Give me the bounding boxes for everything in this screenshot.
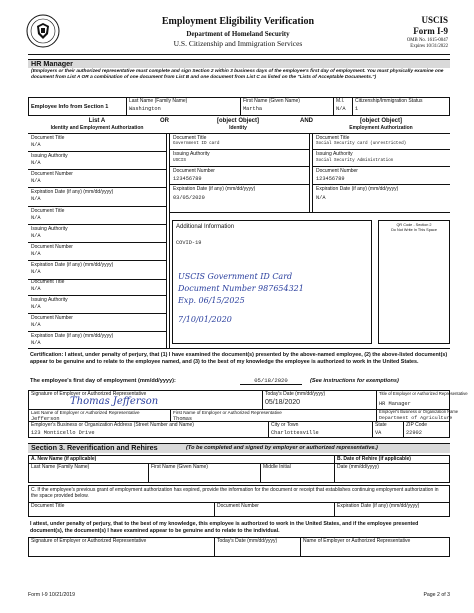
see-instructions-note: (See instructions for exemptions): [310, 378, 399, 384]
list-a-3-expiration-label: Expiration Date (if any) (mm/dd/yyyy): [31, 333, 114, 339]
list-a-3-issuing-label: Issuing Authority: [31, 297, 68, 303]
employee-info-label: Employee Info from Section 1: [31, 104, 109, 110]
list-a-3-issuing[interactable]: N/A: [31, 304, 41, 310]
list-b-doc-title-label: Document Title: [173, 135, 207, 141]
list-c-subheading: Employment Authorization: [349, 125, 413, 131]
last-name-label: Last Name (Family Name): [129, 98, 188, 104]
list-b-issuing[interactable]: USCIS: [173, 158, 186, 163]
address-value[interactable]: 123 Monticello Drive: [31, 430, 95, 436]
list-c-heading: [object Object]: [359, 118, 402, 124]
business-name-label: Employer's Business or Organization Name: [379, 409, 459, 414]
list-a-1-issuing-label: Issuing Authority: [31, 153, 68, 159]
city-label: City or Town: [271, 422, 299, 428]
city-value[interactable]: Charlottesville: [271, 430, 319, 436]
department-name: Department of Homeland Security: [186, 30, 290, 38]
qr-code-note: Do Not Write In This Space: [391, 228, 437, 232]
todays-date-label: Today's Date (mm/dd/yyyy): [265, 391, 326, 397]
s3-rep-name-label: Name of Employer or Authorized Representative: [303, 538, 411, 544]
omb-number: OMB No. 1615-0047: [406, 38, 448, 43]
list-a-1-doc-number-label: Document Number: [31, 171, 73, 177]
status-value[interactable]: 1: [355, 106, 359, 112]
additional-info-box[interactable]: [172, 220, 372, 344]
employer-title-label: Title of Employer or Authorized Representative: [379, 391, 468, 396]
s3-date-label: Today's Date (mm/dd/yyyy): [217, 538, 278, 544]
list-a-2-doc-title-label: Document Title: [31, 208, 65, 214]
qr-code-label: QR Code - Section 2: [396, 223, 432, 227]
list-c-expiration-label: Expiration Date (if any) (mm/dd/yyyy): [316, 186, 399, 192]
list-b-doc-number-label: Document Number: [173, 168, 215, 174]
last-name-value[interactable]: Washington: [129, 106, 161, 112]
dhs-seal: [26, 14, 60, 48]
rehire-date-field-label: Date (mm/dd/yyyy): [337, 464, 379, 470]
expiration-notice: Expires 10/31/2022: [410, 44, 448, 49]
todays-date-value[interactable]: 05/18/2020: [265, 399, 301, 406]
list-b-heading: [object Object]: [216, 118, 259, 124]
employer-signature-label: Signature of Employer or Authorized Representative: [31, 391, 147, 397]
s3-first-name-label: First Name (Given Name): [151, 464, 208, 470]
list-a-1-issuing[interactable]: N/A: [31, 160, 41, 166]
first-day-label: The employee's first day of employment (mm/dd/yyyy):: [30, 378, 176, 384]
list-a-2-doc-number-label: Document Number: [31, 244, 73, 250]
business-name-value[interactable]: Department of Agriculture: [379, 416, 453, 421]
status-label: Citizenship/Immigration Status: [355, 98, 423, 104]
section3-subtitle: (To be completed and signed by employer or authorized representative.): [186, 445, 378, 451]
s3-expiration-label: Expiration Date (if any) (mm/dd/yyyy): [337, 503, 420, 509]
agency-code: USCIS: [421, 15, 448, 25]
list-a-heading: List A: [88, 118, 106, 124]
mi-label: M.I.: [336, 98, 345, 104]
employer-title-value[interactable]: HR Manager: [379, 401, 411, 407]
list-b-doc-number[interactable]: 123456789: [173, 176, 202, 182]
list-a-2-doc-number[interactable]: N/A: [31, 251, 41, 257]
zip-label: ZIP Code: [406, 422, 428, 428]
section3-attestation: I attest, under penalty of perjury, that to the best of my knowledge, this employee is authorized to work in the United States, and if the employee presented document(s), the document(s) I have examined appear to be genuine and to relate to the individual.: [30, 521, 419, 534]
list-a-1-expiration[interactable]: N/A: [31, 196, 41, 202]
list-a-2-expiration[interactable]: N/A: [31, 269, 41, 275]
section2-title: HR Manager: [31, 59, 73, 68]
list-c-doc-number-label: Document Number: [316, 168, 358, 174]
additional-info-label: Additional Information: [176, 224, 235, 230]
handwritten-line-4: 7/10/01/2020: [178, 315, 232, 324]
list-a-3-doc-number-label: Document Number: [31, 315, 73, 321]
list-a-2-doc-title[interactable]: N/A: [31, 215, 41, 221]
handwritten-line-2: Document Number 987654321: [178, 284, 304, 293]
rehire-date-label: B. Date of Rehire (if applicable): [337, 456, 411, 462]
handwritten-line-3: Exp. 06/15/2025: [178, 296, 245, 305]
s3-signature-label: Signature of Employer or Authorized Representative: [31, 538, 147, 544]
s3-doc-title-label: Document Title: [31, 503, 65, 509]
certification-text: Certification: I attest, under penalty of perjury, that (1) I have examined the document(s) presented by the above-named employee, (2) the above-listed document(s) appear to be genuine and to relate to the employee named, and (3) to the best of my knowledge the employee is authorized to work in the United States.: [30, 352, 448, 365]
mi-value[interactable]: N/A: [336, 106, 346, 112]
additional-info-value[interactable]: COVID-19: [176, 240, 202, 246]
list-c-expiration[interactable]: N/A: [316, 195, 326, 201]
list-b-doc-title[interactable]: Government ID card: [173, 141, 220, 146]
first-day-value[interactable]: 05/18/2020: [240, 378, 302, 385]
list-a-1-doc-title-label: Document Title: [31, 135, 65, 141]
section2-intro: (Employers or their authorized representative must complete and sign Section 2 within 3 business days of the employee's first day of employment. You must physically examine one document from List A OR a combination of one document from List B and one document from List C as listed on the "Lists of Acceptable Documents."): [31, 69, 444, 80]
first-name-label: First Name (Given Name): [243, 98, 300, 104]
form-number: Form I-9: [413, 26, 448, 36]
and-label: AND: [300, 118, 313, 124]
zip-value[interactable]: 22902: [406, 430, 422, 436]
qr-code-box: [378, 220, 450, 344]
list-a-1-doc-number[interactable]: N/A: [31, 178, 41, 184]
rep-first-name-label: First Name of Employer or Authorized Representative: [173, 410, 282, 415]
rep-last-name-label: Last Name of Employer or Authorized Representative: [31, 410, 140, 415]
or-label: OR: [160, 118, 169, 124]
section2-header: [28, 59, 450, 68]
state-label: State: [375, 422, 387, 428]
list-a-3-doc-title[interactable]: N/A: [31, 286, 41, 292]
list-a-1-expiration-label: Expiration Date (if any) (mm/dd/yyyy): [31, 189, 114, 195]
list-c-doc-number[interactable]: 123456789: [316, 176, 345, 182]
list-b-expiration[interactable]: 03/05/2020: [173, 195, 205, 201]
first-name-value[interactable]: Martha: [243, 106, 263, 112]
list-c-doc-title-label: Document Title: [316, 135, 350, 141]
list-b-expiration-label: Expiration Date (if any) (mm/dd/yyyy): [173, 186, 256, 192]
list-a-2-expiration-label: Expiration Date (if any) (mm/dd/yyyy): [31, 262, 114, 268]
list-a-subheading: Identity and Employment Authorization: [50, 125, 144, 131]
list-a-3-doc-title-label: Document Title: [31, 279, 65, 285]
state-value[interactable]: VA: [375, 430, 382, 436]
list-b-issuing-label: Issuing Authority: [173, 151, 210, 157]
rep-last-name-value[interactable]: Jefferson: [31, 416, 60, 422]
address-label: Employer's Business or Organization Address (Street Number and Name): [31, 422, 194, 428]
form-title: Employment Eligibility Verification: [161, 16, 315, 27]
list-a-3-expiration[interactable]: N/A: [31, 340, 41, 346]
list-c-doc-title[interactable]: Social Security card (unrestricted): [316, 141, 407, 146]
s3-doc-number-label: Document Number: [217, 503, 259, 509]
list-a-3-doc-number[interactable]: N/A: [31, 322, 41, 328]
list-a-2-issuing[interactable]: N/A: [31, 233, 41, 239]
section3-title: Section 3. Reverification and Rehires: [31, 443, 158, 452]
section3-c-text: C. If the employee's previous grant of employment authorization has expired, provide the information for the document or receipt that establishes continuing employment authorization in the space provided below.: [31, 487, 439, 499]
footer-form-id: Form I-9 10/21/2019: [28, 592, 76, 598]
footer-page-number: Page 2 of 3: [423, 592, 450, 598]
handwritten-line-1: USCIS Government ID Card: [178, 272, 293, 281]
new-name-label: A. New Name (if applicable): [31, 456, 97, 462]
employer-signature[interactable]: Thomas Jefferson: [70, 396, 159, 407]
list-c-issuing[interactable]: Social Security Administration: [316, 158, 394, 163]
list-b-subheading: Identity: [229, 125, 247, 131]
list-a-2-issuing-label: Issuing Authority: [31, 226, 68, 232]
agency-name: U.S. Citizenship and Immigration Services: [173, 39, 303, 48]
s3-last-name-label: Last Name (Family Name): [31, 464, 90, 470]
rep-first-name-value[interactable]: Thomas: [173, 416, 193, 422]
list-c-issuing-label: Issuing Authority: [316, 151, 353, 157]
s3-middle-initial-label: Middle Initial: [263, 464, 291, 470]
list-a-1-doc-title[interactable]: N/A: [31, 142, 41, 148]
